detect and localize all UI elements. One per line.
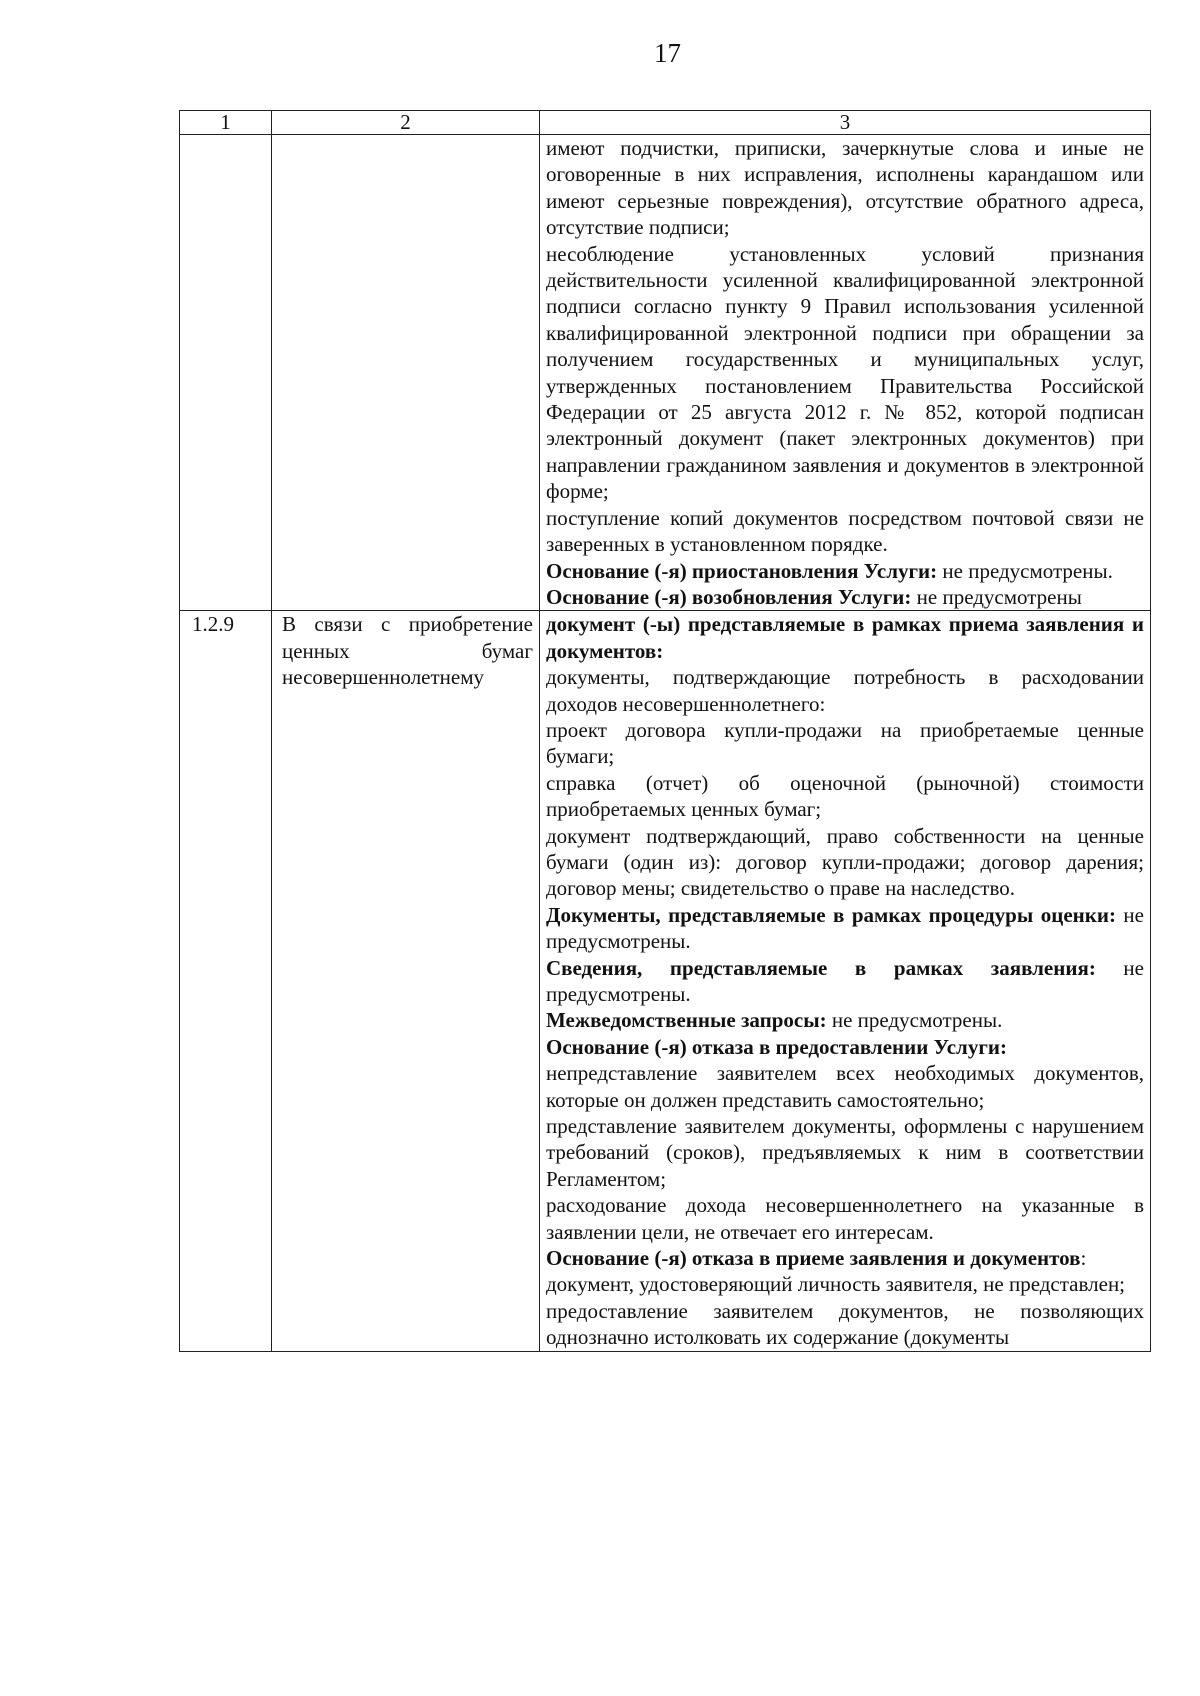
table-row [180,611,1151,1351]
paragraph: имеют подчистки, приписки, зачеркнутые слова и иные не оговоренные в них исправления, исполнены карандашом или имеют серьезные повреждения), отсутствие обратного адреса, отсутствие подписи; [546,136,1144,240]
paragraph: непредставление заявителем всех необходимых документов, которые он должен представить самостоятельно; [546,1061,1144,1112]
paragraph: документ подтверждающий, право собственности на ценные бумаги (один из): договор купли-продажи; договор дарения; договор мены; свидетельство о праве на наследство. [546,823,1144,901]
paragraph: документ, удостоверяющий личность заявителя, не представлен; [546,1272,1126,1297]
row-number: 1.2.9 [180,611,272,1351]
continuation-row [180,135,1151,611]
continuation-number-cell [180,135,272,611]
paragraph: представление заявителем документы, оформлены с нарушением требований (сроков), предъявляемых к ним в соответствии Регламентом; [546,1114,1144,1191]
paragraph: документы, подтверждающие потребность в расходовании доходов несовершеннолетнего: [546,665,1144,716]
paragraph: проект договора купли-продажи на приобретаемые ценные бумаги; [546,717,1144,769]
column-header-2: 2 [272,111,540,135]
continuation-description-cell [272,135,540,611]
paragraph: документ (-ы) представляемые в рамках приема заявления и документов: [546,612,1144,663]
services-table [179,110,1151,1352]
paragraph: Основание (-я) отказа в приеме заявления и документов: [546,1246,1087,1271]
paragraph: Основание (-я) приостановления Услуги: не предусмотрены. [546,558,1113,583]
paragraph: предоставление заявителем документов, не позволяющих однозначно истолковать их содержание (документы [546,1298,1144,1350]
continuation-content-cell [540,135,1151,611]
column-header-1: 1 [180,111,272,135]
paragraph: несоблюдение установленных условий признания действительности усиленной квалифицированной электронной подписи согласно пункту 9 Правил использования усиленной квалифицированной электронной подписи при обращении за получением государственных и муниципальных услуг, утвержденных постановлением Правительства Российской Федерации от 25 августа 2012 г. № 852, которой подписан электронный документ (пакет электронных документов) при направлении гражданином заявления и документов в электронной форме; [546,241,1144,504]
paragraph: Основание (-я) возобновления Услуги: не предусмотрены [546,584,1082,609]
paragraph: справка (отчет) об оценочной (рыночной) стоимости приобретаемых ценных бумаг; [546,770,1144,822]
paragraph: Основание (-я) отказа в предоставлении Услуги: [546,1034,1007,1059]
page-number: 17 [654,38,681,68]
header-row [180,111,1151,135]
paragraph: поступление копий документов посредством почтовой связи не заверенных в установленном порядке. [546,505,1144,557]
paragraph: Межведомственные запросы: не предусмотрены. [546,1008,1003,1033]
row-description: В связи с приобретение ценных бумаг несовершеннолетнему [272,611,540,1351]
paragraph: Сведения, представляемые в рамках заявления: не предусмотрены. [546,955,1144,1006]
column-header-3: 3 [540,111,1151,135]
paragraph: Документы, представляемые в рамках процедуры оценки: не предусмотрены. [546,902,1144,954]
paragraph: расходование дохода несовершеннолетнего на указанные в заявлении цели, не отвечает его интересам. [546,1193,1144,1244]
row-content-cell [540,611,1151,1351]
